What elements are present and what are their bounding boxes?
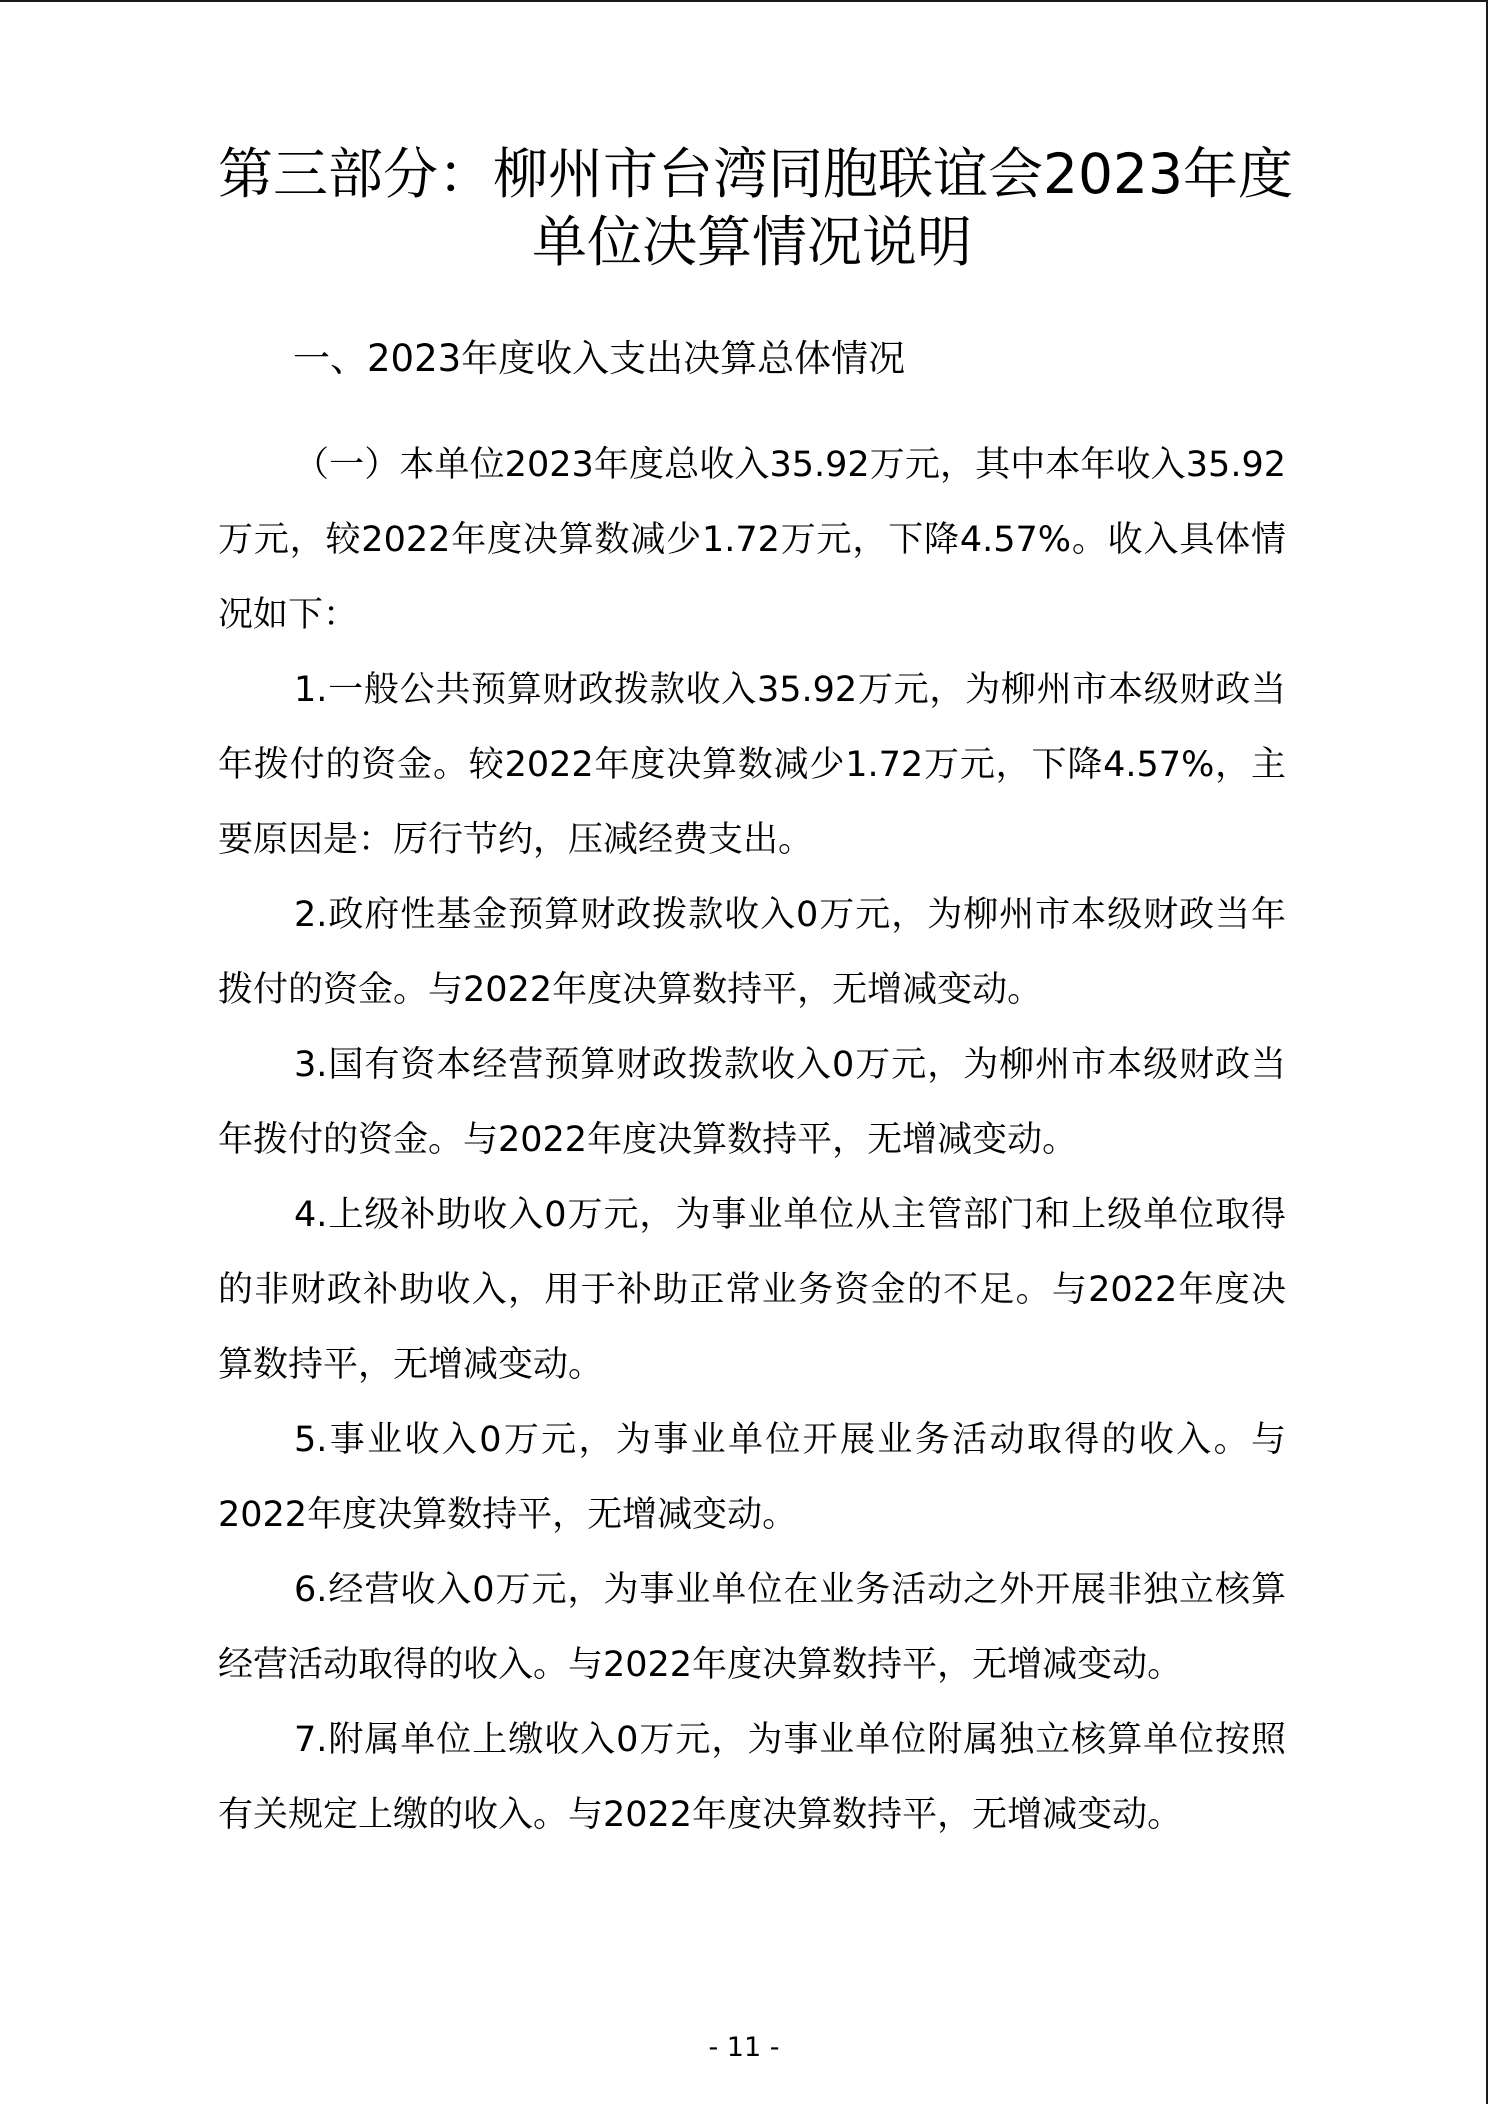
document-title bbox=[218, 140, 1293, 276]
paragraph-state-capital-income: 3.国有资本经营预算财政拨款收入0万元，为柳州市本级财政当年拨付的资金。与2022年度决算数持平，无增减变动。 bbox=[218, 1045, 1286, 1160]
paragraph-income-summary: （一）本单位2023年度总收入35.92万元，其中本年收入35.92万元，较2022年度决算数减少1.72万元，下降4.57%。收入具体情况如下： bbox=[218, 445, 1286, 635]
page-number: - 11 - bbox=[708, 2032, 780, 2063]
document-body bbox=[218, 140, 1293, 1853]
paragraph-operating-income: 6.经营收入0万元，为事业单位在业务活动之外开展非独立核算经营活动取得的收入。与2022年度决算数持平，无增减变动。 bbox=[218, 1570, 1286, 1685]
paragraph-government-fund-income: 2.政府性基金预算财政拨款收入0万元，为柳州市本级财政当年拨付的资金。与2022年度决算数持平，无增减变动。 bbox=[218, 895, 1286, 1010]
paragraph-general-budget-income: 1.一般公共预算财政拨款收入35.92万元，为柳州市本级财政当年拨付的资金。较2022年度决算数减少1.72万元，下降4.57%，主要原因是：厉行节约，压减经费支出。 bbox=[218, 670, 1286, 860]
paragraph-affiliated-unit-income: 7.附属单位上缴收入0万元，为事业单位附属独立核算单位按照有关规定上缴的收入。与2022年度决算数持平，无增减变动。 bbox=[218, 1720, 1286, 1835]
title-line-2: 单位决算情况说明 bbox=[531, 210, 972, 274]
paragraph-superior-subsidy-income: 4.上级补助收入0万元，为事业单位从主管部门和上级单位取得的非财政补助收入，用于补助正常业务资金的不足。与2022年度决算数持平，无增减变动。 bbox=[218, 1195, 1286, 1385]
title-line-1: 第三部分：柳州市台湾同胞联谊会2023年度 bbox=[218, 142, 1293, 206]
paragraph-list bbox=[218, 428, 1286, 1853]
paragraph-business-income: 5.事业收入0万元，为事业单位开展业务活动取得的收入。与2022年度决算数持平，无增减变动。 bbox=[218, 1420, 1286, 1535]
section-heading: 一、2023年度收入支出决算总体情况 bbox=[293, 337, 906, 380]
